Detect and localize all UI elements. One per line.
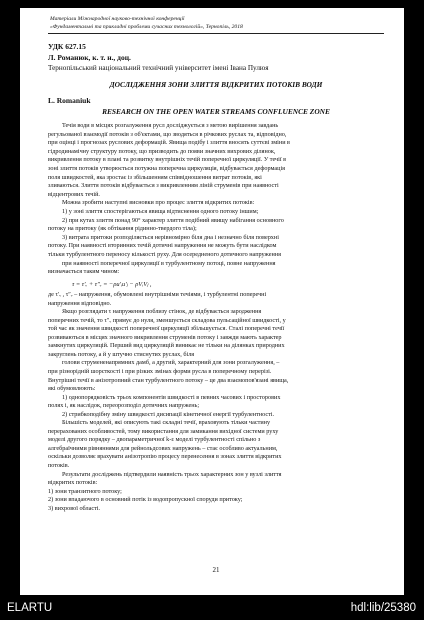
body-line: розвиваються в місцях значного викривлення струменів потоку і завжди мають характер [48,333,282,341]
author-en: L. Romaniuk [48,96,91,105]
body-line: 3) вихрової області. [48,504,101,512]
body-line: Більшість моделей, які описують такі складні течії, враховують тільки частину [62,419,271,427]
footer-bar [0,596,424,620]
body-line: поперечних течій, то τ″ᵥ прямує до нуля, зменшується складова пульсаційної швидкості, у [48,316,286,324]
body-line: потоку на притоку (як обтікання рідинно-твердого тіла); [48,225,197,233]
body-line: при різнорідній шорсткості і при різких змінах форми русла в поперечному перерізі. [48,367,272,375]
body-line: відкритих потоків: [48,479,98,487]
formula: τ = τ′ᵥ + τ″ᵥ = −ρu′ᵢu′ⱼ − ρVᵢVⱼ , [72,281,152,288]
footer-repository-name: ELARTU [7,602,53,614]
body-line: визначається таким чином: [48,268,120,276]
author-uk: Л. Романюк, к. т. н., доц. [48,53,131,62]
body-line: викривлення потоку в плані та розвитку внутрішніх течій поперечної циркуляції. У течії в [48,156,287,164]
body-line: голови струмененапрямних дамб, а другий, характерний для зони розгалуження, – [62,359,280,367]
body-line: відцентрових течій. [48,190,100,198]
body-line: напруження відповідно. [48,299,112,307]
body-line: потоків. [48,462,70,469]
footer-handle: hdl:lib/25380 [350,602,416,614]
body-line: регульованої взаємодії потоків з об'єктами, що зводяться в річкових руслах та, відповідно, [48,130,287,138]
body-line: Течія води в місцях розгалуження русл досліджується з метою вирішення завдань [62,122,279,129]
body-line: 2) зони впадаючого в основний потік із водопропускної споруди притоку; [48,496,243,504]
body-line: Внутрішні течії в анізотропний стан турбулентного потоку – це два взаємопов'язані явища, [48,376,289,384]
body-line: при оцінці і прогнозах руслових деформацій. Явища подібу і злиття вносять суттєві зміни в [48,139,290,147]
body-line: тільки турбулентного переносу кількості руху. Для осередненого дотичного напруження [48,251,281,258]
body-line: Результати досліджень підтвердили наявність трьох характерних зон у вузлі злиття [62,470,282,478]
body-line: закруглень потоку, а й у штучно стиснутих руслах, біля [48,350,195,358]
document-page [20,8,404,595]
body-line: 2) при кутах злиття понад 90° характер злиття подібний явищу набігання основного [62,216,284,224]
body-line: де τ′ᵥ , τ″ᵥ – напруження, обумовлені внутрішніми течіями, і турбулентні поперечні [48,291,267,298]
conference-line-1: Матеріали Міжнародної науково-технічної конференції [50,16,185,22]
body-line: 2) стрибкоподібну зміну швидкості дисипації кінетичної енергії турбулентності. [62,410,275,418]
page-number: 21 [212,566,220,574]
body-line: Можна зробити наступні висновки про процес злиття відкритих потоків: [62,199,255,207]
conference-line-2: «Фундаментальні та прикладні проблеми сучасних технологій», Тернопіль, 2018 [50,24,243,30]
body-line: гідродинамічну структуру потоку, що призводить до появи значних вихрових ділянок, [48,147,276,155]
header-rule [48,33,384,34]
body-line: 1) однопорядковість трьох компонентів швидкості в певних часових і просторових [62,393,281,401]
affiliation: Тернопільський національний технічний університет імені Івана Пулюя [48,64,269,72]
body-line: замкнутих циркуляцій. Перший вид циркуляцій виникає не тільки на ділянках природних [48,342,285,350]
title-en: RESEARCH ON THE OPEN WATER STREAMS CONFLUENCE ZONE [102,107,330,116]
body-line: потоку. При наявності вторинних течій дотичні напруження не можуть бути наслідком [48,242,277,250]
body-line: моделі другого порядку – двопараметричної k-ε моделі турбулентності спільно з [48,436,261,444]
body-line: які обумовлюють: [48,385,96,393]
body-line: Якщо розглядати τ напруження поблизу стінок, де відбувається зародження [62,308,262,316]
body-line: 3) витрата притоки розподіляється нерівномірно біля дна і незначно біля поверхні [62,233,279,241]
body-line: алгебраїчними рівняннями для рейнольдсових напружень – стає особливо актуальним, [48,444,278,452]
body-line: зливаються. Злиття потоків відбувається з викривленням ліній струменів при наявності [48,182,279,190]
body-line: оскільки дозволяє врахувати анізотропію процесу перенесення в зонах злиття відкритих [48,453,282,461]
body-line: при наявності поперечної циркуляції в турбулентному потоці, повне напруження [62,259,276,267]
title-uk: ДОСЛІДЖЕННЯ ЗОНИ ЗЛИТТЯ ВІДКРИТИХ ПОТОКІВ ВОДИ [109,80,323,89]
udk-code: УДК 627.15 [48,42,86,51]
body-line: 1) зони транзитного потоку; [48,487,122,495]
body-line: той час як значення швидкості поперечної циркуляції збільшується. Сталі поперечні течії [48,325,285,333]
body-line: полях і, як наслідок, переорозподіл дотичних напружень; [48,402,200,410]
body-line: поля швидкостей, яка зростає із збільшенням співвідношення витрат потоків, які [48,173,262,181]
body-line: перерахованих особливостей, тому використання для замикання вихідної системи руху [48,427,279,435]
body-line: зоні злиття потоків утворюється потужна поперечна циркуляція, відбувається деформація [48,165,286,172]
body-line: 1) у зоні злиття спостерігаються явища відтиснення одного потоку іншим; [62,208,259,215]
